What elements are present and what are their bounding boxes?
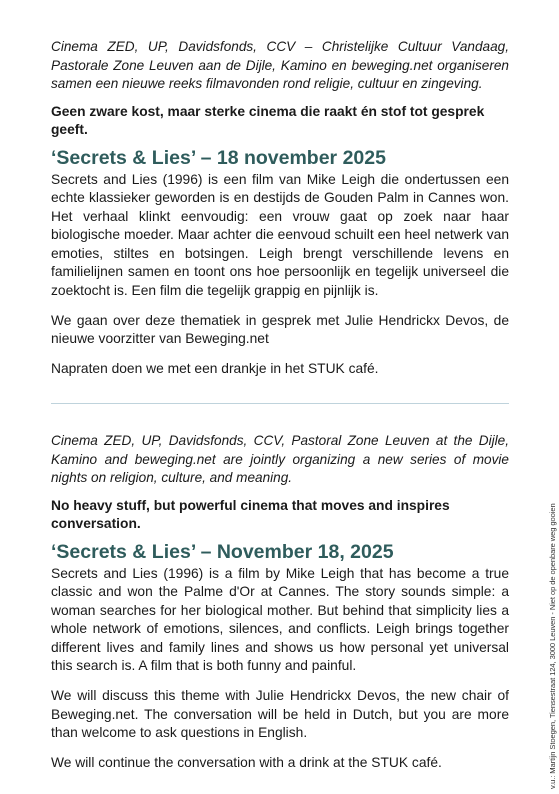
english-intro: Cinema ZED, UP, Davidsfonds, CCV, Pastoral Zone Leuven at the Dijle, Kamino and beweging.net are jointly organizing a new series of movie nights on religion, culture, and meaning. — [51, 433, 509, 485]
dutch-section — [51, 38, 509, 389]
english-drink: We will continue the conversation with a drink at the STUK café. — [51, 754, 442, 770]
dutch-drink: Napraten doen we met een drankje in het STUK café. — [51, 360, 379, 376]
dutch-intro: Cinema ZED, UP, Davidsfonds, CCV – Christelijke Cultuur Vandaag, Pastorale Zone Leuven aan de Dijle, Kamino en beweging.net organiseren samen een nieuwe reeks filmavonden rond religie, cultuur en zingeving. — [51, 39, 509, 91]
dutch-discussion: We gaan over deze thematiek in gesprek met Julie Hendrickx Devos, de nieuwe voorzitter van Beweging.net — [51, 312, 509, 347]
english-heading: ‘Secrets & Lies’ – November 18, 2025 — [51, 540, 394, 563]
english-lead: No heavy stuff, but powerful cinema that moves and inspires conversation. — [51, 497, 450, 531]
english-description: Secrets and Lies (1996) is a film by Mike Leigh that has become a true classic and won the Palme d'Or at Cannes. The story sounds simple: a woman searches for her biological mother. But behind that simplicity lies a whole network of emotions, silences, and conflicts. Leigh brings together different lives and family lines and shows us how personal yet universal this search is. A film that is both funny and painful. — [51, 565, 509, 674]
dutch-lead: Geen zware kost, maar sterke cinema die raakt én stof tot gesprek geeft. — [51, 103, 485, 137]
english-section — [51, 432, 509, 783]
publisher-imprint: v.u.: Martijn Stoegen, Tiensestraat 124, 3000 Leuven - Niet op de openbare weg gooien — [548, 503, 557, 789]
dutch-heading: ‘Secrets & Lies’ – 18 november 2025 — [51, 146, 386, 169]
section-divider — [51, 403, 509, 404]
english-discussion: We will discuss this theme with Julie Hendrickx Devos, the new chair of Beweging.net. The conversation will be held in Dutch, but you are more than welcome to ask questions in English. — [51, 688, 509, 741]
dutch-description: Secrets and Lies (1996) is een film van Mike Leigh die ondertussen een echte klassieker geworden is en destijds de Gouden Palm in Cannes won. Het verhaal klinkt eenvoudig: een vrouw gaat op zoek naar haar biologische moeder. Maar achter die eenvoud schuilt een heel netwerk van emoties, stiltes en botsingen. Leigh brengt verschillende levens en familielijnen samen en toont ons hoe persoonlijk en tegelijk universeel die zoektocht is. Een film die tegelijk grappig en pijnlijk is. — [51, 171, 509, 299]
